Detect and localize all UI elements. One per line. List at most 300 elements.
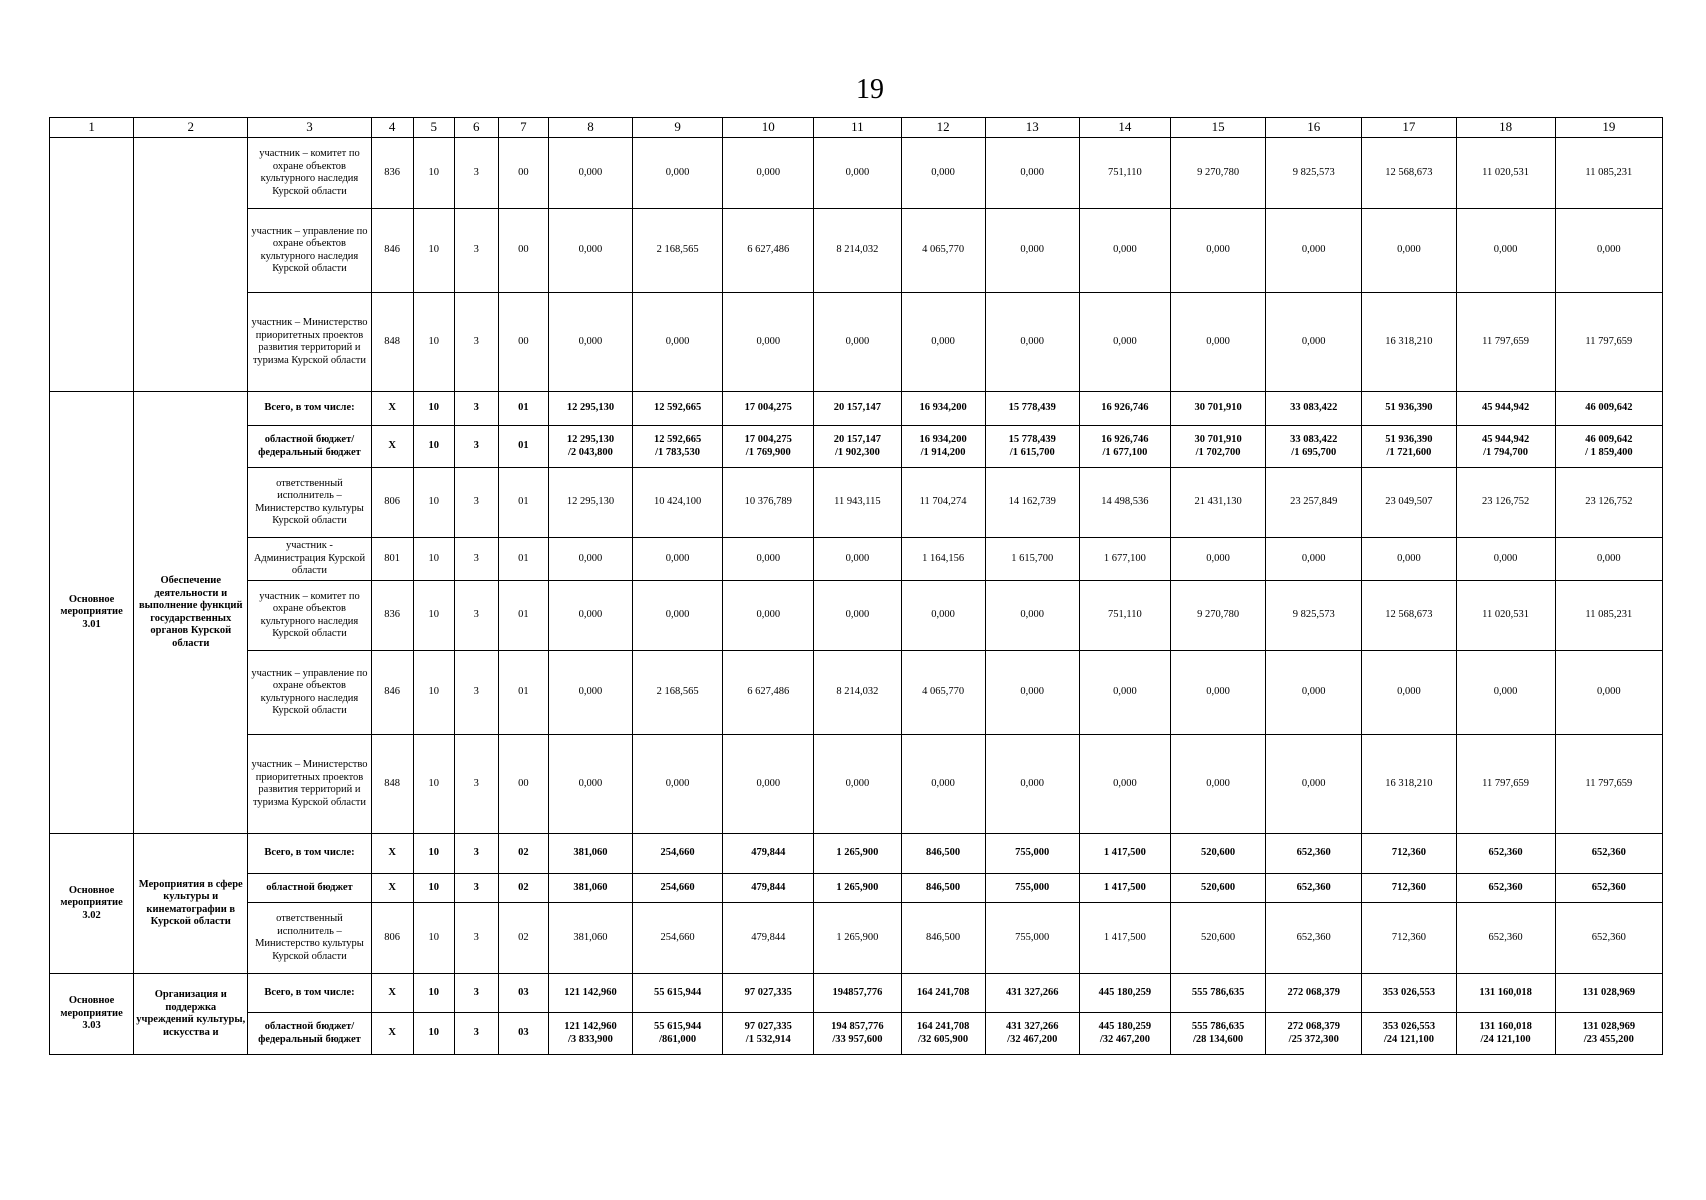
value-cell: 131 028,969 (1555, 974, 1662, 1013)
subsection-cell: 3 (454, 392, 498, 426)
activity-number-cell (50, 138, 134, 392)
subsection-cell: 3 (454, 1013, 498, 1055)
value-cell: 1 417,500 (1079, 903, 1170, 974)
value-cell: 751,110 (1079, 581, 1170, 651)
value-cell: 0,000 (1456, 538, 1555, 581)
participant-cell: участник – Министерство приоритетных проектов развития территорий и туризма Курской области (248, 293, 371, 392)
value-cell: 0,000 (633, 538, 723, 581)
participant-cell: участник – комитет по охране объектов культурного наследия Курской области (248, 138, 371, 209)
value-cell: 0,000 (1170, 293, 1265, 392)
value-cell: 0,000 (633, 138, 723, 209)
value-cell: 381,060 (548, 874, 632, 903)
column-header: 13 (985, 118, 1079, 138)
article-cell: 03 (498, 974, 548, 1013)
section-cell: 10 (413, 581, 454, 651)
value-cell: 652,360 (1266, 834, 1362, 874)
activity-name-cell (134, 138, 248, 392)
subsection-cell: 3 (454, 468, 498, 538)
value-cell: 0,000 (1266, 293, 1362, 392)
code-cell: 801 (371, 538, 413, 581)
value-cell: 0,000 (1266, 209, 1362, 293)
value-cell: 0,000 (814, 293, 901, 392)
value-cell: 131 160,018 /24 121,100 (1456, 1013, 1555, 1055)
subsection-cell: 3 (454, 538, 498, 581)
code-cell: 848 (371, 735, 413, 834)
value-cell: 14 498,536 (1079, 468, 1170, 538)
value-cell: 16 318,210 (1362, 735, 1456, 834)
value-cell: 194857,776 (814, 974, 901, 1013)
value-cell: 0,000 (901, 138, 985, 209)
value-cell: 755,000 (985, 874, 1079, 903)
section-cell: 10 (413, 293, 454, 392)
table-row (50, 651, 1663, 735)
value-cell: 652,360 (1456, 834, 1555, 874)
column-header: 10 (723, 118, 814, 138)
article-cell: 02 (498, 874, 548, 903)
column-header: 7 (498, 118, 548, 138)
value-cell: 9 825,573 (1266, 581, 1362, 651)
value-cell: 0,000 (985, 293, 1079, 392)
value-cell: 9 270,780 (1170, 581, 1265, 651)
participant-cell: участник – Министерство приоритетных проектов развития территорий и туризма Курской области (248, 735, 371, 834)
activity-name-cell: Обеспечение деятельности и выполнение функций государственных органов Курской области (134, 392, 248, 834)
value-cell: 445 180,259 /32 467,200 (1079, 1013, 1170, 1055)
value-cell: 16 926,746 /1 677,100 (1079, 426, 1170, 468)
value-cell: 16 926,746 (1079, 392, 1170, 426)
value-cell: 0,000 (548, 538, 632, 581)
value-cell: 23 126,752 (1555, 468, 1662, 538)
section-cell: 10 (413, 138, 454, 209)
value-cell: 0,000 (814, 581, 901, 651)
value-cell: 479,844 (723, 874, 814, 903)
value-cell: 479,844 (723, 834, 814, 874)
page-number: 19 (856, 74, 884, 105)
value-cell: 12 592,665 /1 783,530 (633, 426, 723, 468)
value-cell: 11 085,231 (1555, 581, 1662, 651)
table-row (50, 581, 1663, 651)
value-cell: 254,660 (633, 903, 723, 974)
value-cell: 0,000 (814, 138, 901, 209)
value-cell: 652,360 (1266, 903, 1362, 974)
value-cell: 23 049,507 (1362, 468, 1456, 538)
column-header: 17 (1362, 118, 1456, 138)
column-header: 6 (454, 118, 498, 138)
value-cell: 1 265,900 (814, 834, 901, 874)
value-cell: 0,000 (633, 735, 723, 834)
section-cell: 10 (413, 392, 454, 426)
value-cell: 0,000 (723, 581, 814, 651)
table-row (50, 974, 1663, 1013)
value-cell: 2 168,565 (633, 209, 723, 293)
participant-cell: Всего, в том числе: (248, 974, 371, 1013)
code-cell: X (371, 834, 413, 874)
subsection-cell: 3 (454, 874, 498, 903)
value-cell: 12 568,673 (1362, 581, 1456, 651)
subsection-cell: 3 (454, 974, 498, 1013)
value-cell: 0,000 (1362, 209, 1456, 293)
value-cell: 11 797,659 (1555, 293, 1662, 392)
code-cell: X (371, 392, 413, 426)
value-cell: 16 934,200 (901, 392, 985, 426)
code-cell: 806 (371, 468, 413, 538)
subsection-cell: 3 (454, 426, 498, 468)
value-cell: 0,000 (1170, 538, 1265, 581)
value-cell: 17 004,275 (723, 392, 814, 426)
article-cell: 02 (498, 903, 548, 974)
participant-cell: областной бюджет/ федеральный бюджет (248, 426, 371, 468)
value-cell: 0,000 (985, 581, 1079, 651)
value-cell: 381,060 (548, 903, 632, 974)
value-cell: 846,500 (901, 903, 985, 974)
value-cell: 712,360 (1362, 874, 1456, 903)
value-cell: 14 162,739 (985, 468, 1079, 538)
value-cell: 652,360 (1266, 874, 1362, 903)
value-cell: 0,000 (901, 735, 985, 834)
article-cell: 01 (498, 468, 548, 538)
value-cell: 712,360 (1362, 903, 1456, 974)
section-cell: 10 (413, 903, 454, 974)
column-header: 5 (413, 118, 454, 138)
code-cell: 806 (371, 903, 413, 974)
value-cell: 272 068,379 (1266, 974, 1362, 1013)
participant-cell: областной бюджет (248, 874, 371, 903)
value-cell: 6 627,486 (723, 209, 814, 293)
value-cell: 8 214,032 (814, 651, 901, 735)
value-cell: 0,000 (633, 293, 723, 392)
activity-number-cell: Основное мероприятие 3.01 (50, 392, 134, 834)
header-row (50, 118, 1663, 138)
column-header: 3 (248, 118, 371, 138)
value-cell: 0,000 (1079, 293, 1170, 392)
value-cell: 846,500 (901, 834, 985, 874)
article-cell: 03 (498, 1013, 548, 1055)
value-cell: 1 265,900 (814, 874, 901, 903)
value-cell: 45 944,942 (1456, 392, 1555, 426)
value-cell: 194 857,776 /33 957,600 (814, 1013, 901, 1055)
column-header: 9 (633, 118, 723, 138)
value-cell: 23 126,752 (1456, 468, 1555, 538)
value-cell: 0,000 (985, 651, 1079, 735)
value-cell: 20 157,147 /1 902,300 (814, 426, 901, 468)
value-cell: 11 797,659 (1555, 735, 1662, 834)
value-cell: 0,000 (548, 209, 632, 293)
value-cell: 0,000 (1170, 209, 1265, 293)
value-cell: 12 295,130 (548, 392, 632, 426)
value-cell: 51 936,390 (1362, 392, 1456, 426)
article-cell: 01 (498, 538, 548, 581)
value-cell: 353 026,553 /24 121,100 (1362, 1013, 1456, 1055)
value-cell: 520,600 (1170, 903, 1265, 974)
value-cell: 0,000 (1170, 651, 1265, 735)
value-cell: 1 615,700 (985, 538, 1079, 581)
table-row (50, 538, 1663, 581)
value-cell: 0,000 (814, 538, 901, 581)
value-cell: 11 020,531 (1456, 138, 1555, 209)
value-cell: 0,000 (1456, 651, 1555, 735)
section-cell: 10 (413, 1013, 454, 1055)
value-cell: 0,000 (1266, 538, 1362, 581)
value-cell: 520,600 (1170, 874, 1265, 903)
budget-table (49, 117, 1663, 1055)
participant-cell: Всего, в том числе: (248, 392, 371, 426)
value-cell: 652,360 (1555, 903, 1662, 974)
value-cell: 0,000 (814, 735, 901, 834)
value-cell: 33 083,422 /1 695,700 (1266, 426, 1362, 468)
section-cell: 10 (413, 538, 454, 581)
column-header: 14 (1079, 118, 1170, 138)
value-cell: 520,600 (1170, 834, 1265, 874)
value-cell: 21 431,130 (1170, 468, 1265, 538)
code-cell: 846 (371, 209, 413, 293)
activity-name-cell: Мероприятия в сфере культуры и кинематографии в Курской области (134, 834, 248, 974)
article-cell: 01 (498, 651, 548, 735)
value-cell: 2 168,565 (633, 651, 723, 735)
value-cell: 0,000 (901, 293, 985, 392)
column-header: 19 (1555, 118, 1662, 138)
value-cell: 652,360 (1555, 834, 1662, 874)
value-cell: 12 568,673 (1362, 138, 1456, 209)
value-cell: 15 778,439 /1 615,700 (985, 426, 1079, 468)
value-cell: 381,060 (548, 834, 632, 874)
section-cell: 10 (413, 874, 454, 903)
value-cell: 12 592,665 (633, 392, 723, 426)
table-row (50, 138, 1663, 209)
value-cell: 0,000 (723, 138, 814, 209)
value-cell: 1 164,156 (901, 538, 985, 581)
value-cell: 0,000 (985, 209, 1079, 293)
value-cell: 164 241,708 /32 605,900 (901, 1013, 985, 1055)
value-cell: 46 009,642 (1555, 392, 1662, 426)
article-cell: 01 (498, 392, 548, 426)
value-cell: 23 257,849 (1266, 468, 1362, 538)
table-row (50, 209, 1663, 293)
value-cell: 11 020,531 (1456, 581, 1555, 651)
value-cell: 30 701,910 /1 702,700 (1170, 426, 1265, 468)
table-row (50, 735, 1663, 834)
value-cell: 11 797,659 (1456, 735, 1555, 834)
value-cell: 33 083,422 (1266, 392, 1362, 426)
participant-cell: участник – управление по охране объектов культурного наследия Курской области (248, 209, 371, 293)
value-cell: 0,000 (548, 735, 632, 834)
value-cell: 0,000 (901, 581, 985, 651)
value-cell: 0,000 (1555, 651, 1662, 735)
value-cell: 0,000 (1079, 651, 1170, 735)
value-cell: 11 085,231 (1555, 138, 1662, 209)
table-row (50, 874, 1663, 903)
column-header: 16 (1266, 118, 1362, 138)
value-cell: 0,000 (1456, 209, 1555, 293)
article-cell: 01 (498, 581, 548, 651)
article-cell: 00 (498, 735, 548, 834)
section-cell: 10 (413, 426, 454, 468)
value-cell: 0,000 (1266, 735, 1362, 834)
participant-cell: участник – комитет по охране объектов культурного наследия Курской области (248, 581, 371, 651)
value-cell: 45 944,942 /1 794,700 (1456, 426, 1555, 468)
value-cell: 55 615,944 (633, 974, 723, 1013)
section-cell: 10 (413, 974, 454, 1013)
value-cell: 11 704,274 (901, 468, 985, 538)
activity-number-cell: Основное мероприятие 3.03 (50, 974, 134, 1055)
participant-cell: ответственный исполнитель – Министерство культуры Курской области (248, 468, 371, 538)
value-cell: 652,360 (1456, 903, 1555, 974)
column-header: 2 (134, 118, 248, 138)
code-cell: X (371, 426, 413, 468)
value-cell: 0,000 (723, 538, 814, 581)
value-cell: 46 009,642 / 1 859,400 (1555, 426, 1662, 468)
value-cell: 652,360 (1555, 874, 1662, 903)
value-cell: 30 701,910 (1170, 392, 1265, 426)
code-cell: X (371, 974, 413, 1013)
table-row (50, 1013, 1663, 1055)
value-cell: 0,000 (1362, 651, 1456, 735)
code-cell: 836 (371, 581, 413, 651)
section-cell: 10 (413, 651, 454, 735)
value-cell: 0,000 (548, 651, 632, 735)
table-row (50, 903, 1663, 974)
value-cell: 97 027,335 /1 532,914 (723, 1013, 814, 1055)
value-cell: 712,360 (1362, 834, 1456, 874)
value-cell: 131 160,018 (1456, 974, 1555, 1013)
participant-cell: ответственный исполнитель – Министерство культуры Курской области (248, 903, 371, 974)
value-cell: 555 786,635 (1170, 974, 1265, 1013)
value-cell: 652,360 (1456, 874, 1555, 903)
value-cell: 0,000 (985, 735, 1079, 834)
code-cell: 848 (371, 293, 413, 392)
value-cell: 4 065,770 (901, 651, 985, 735)
value-cell: 97 027,335 (723, 974, 814, 1013)
value-cell: 272 068,379 /25 372,300 (1266, 1013, 1362, 1055)
value-cell: 15 778,439 (985, 392, 1079, 426)
value-cell: 0,000 (723, 735, 814, 834)
activity-name-cell: Организация и поддержка учреждений культуры, искусства и (134, 974, 248, 1055)
article-cell: 00 (498, 209, 548, 293)
value-cell: 0,000 (1079, 735, 1170, 834)
value-cell: 8 214,032 (814, 209, 901, 293)
value-cell: 9 825,573 (1266, 138, 1362, 209)
value-cell: 555 786,635 /28 134,600 (1170, 1013, 1265, 1055)
article-cell: 00 (498, 293, 548, 392)
value-cell: 431 327,266 (985, 974, 1079, 1013)
table-row (50, 426, 1663, 468)
value-cell: 0,000 (548, 138, 632, 209)
value-cell: 10 376,789 (723, 468, 814, 538)
value-cell: 6 627,486 (723, 651, 814, 735)
participant-cell: участник – управление по охране объектов культурного наследия Курской области (248, 651, 371, 735)
subsection-cell: 3 (454, 293, 498, 392)
table-row (50, 293, 1663, 392)
value-cell: 0,000 (1555, 209, 1662, 293)
value-cell: 846,500 (901, 874, 985, 903)
value-cell: 55 615,944 /861,000 (633, 1013, 723, 1055)
section-cell: 10 (413, 834, 454, 874)
article-cell: 02 (498, 834, 548, 874)
value-cell: 1 677,100 (1079, 538, 1170, 581)
participant-cell: Всего, в том числе: (248, 834, 371, 874)
subsection-cell: 3 (454, 209, 498, 293)
value-cell: 164 241,708 (901, 974, 985, 1013)
column-header: 11 (814, 118, 901, 138)
code-cell: X (371, 1013, 413, 1055)
value-cell: 0,000 (1079, 209, 1170, 293)
value-cell: 0,000 (985, 138, 1079, 209)
value-cell: 755,000 (985, 903, 1079, 974)
activity-number-cell: Основное мероприятие 3.02 (50, 834, 134, 974)
value-cell: 0,000 (1362, 538, 1456, 581)
column-header: 4 (371, 118, 413, 138)
value-cell: 51 936,390 /1 721,600 (1362, 426, 1456, 468)
value-cell: 1 265,900 (814, 903, 901, 974)
value-cell: 12 295,130 /2 043,800 (548, 426, 632, 468)
value-cell: 1 417,500 (1079, 874, 1170, 903)
participant-cell: участник - Администрация Курской области (248, 538, 371, 581)
value-cell: 16 934,200 /1 914,200 (901, 426, 985, 468)
value-cell: 0,000 (1555, 538, 1662, 581)
value-cell: 11 943,115 (814, 468, 901, 538)
value-cell: 254,660 (633, 874, 723, 903)
code-cell: 836 (371, 138, 413, 209)
value-cell: 121 142,960 /3 833,900 (548, 1013, 632, 1055)
value-cell: 0,000 (633, 581, 723, 651)
value-cell: 0,000 (723, 293, 814, 392)
value-cell: 0,000 (548, 293, 632, 392)
value-cell: 121 142,960 (548, 974, 632, 1013)
subsection-cell: 3 (454, 138, 498, 209)
value-cell: 16 318,210 (1362, 293, 1456, 392)
article-cell: 00 (498, 138, 548, 209)
value-cell: 12 295,130 (548, 468, 632, 538)
value-cell: 751,110 (1079, 138, 1170, 209)
value-cell: 17 004,275 /1 769,900 (723, 426, 814, 468)
value-cell: 20 157,147 (814, 392, 901, 426)
value-cell: 0,000 (548, 581, 632, 651)
column-header: 15 (1170, 118, 1265, 138)
value-cell: 431 327,266 /32 467,200 (985, 1013, 1079, 1055)
section-cell: 10 (413, 209, 454, 293)
code-cell: X (371, 874, 413, 903)
value-cell: 479,844 (723, 903, 814, 974)
code-cell: 846 (371, 651, 413, 735)
section-cell: 10 (413, 468, 454, 538)
section-cell: 10 (413, 735, 454, 834)
table-row (50, 392, 1663, 426)
value-cell: 4 065,770 (901, 209, 985, 293)
value-cell: 9 270,780 (1170, 138, 1265, 209)
value-cell: 1 417,500 (1079, 834, 1170, 874)
value-cell: 10 424,100 (633, 468, 723, 538)
value-cell: 0,000 (1266, 651, 1362, 735)
subsection-cell: 3 (454, 735, 498, 834)
table-row (50, 468, 1663, 538)
value-cell: 254,660 (633, 834, 723, 874)
value-cell: 11 797,659 (1456, 293, 1555, 392)
subsection-cell: 3 (454, 651, 498, 735)
column-header: 1 (50, 118, 134, 138)
column-header: 12 (901, 118, 985, 138)
value-cell: 755,000 (985, 834, 1079, 874)
value-cell: 445 180,259 (1079, 974, 1170, 1013)
subsection-cell: 3 (454, 834, 498, 874)
value-cell: 353 026,553 (1362, 974, 1456, 1013)
value-cell: 0,000 (1170, 735, 1265, 834)
article-cell: 01 (498, 426, 548, 468)
column-header: 8 (548, 118, 632, 138)
subsection-cell: 3 (454, 581, 498, 651)
value-cell: 131 028,969 /23 455,200 (1555, 1013, 1662, 1055)
participant-cell: областной бюджет/ федеральный бюджет (248, 1013, 371, 1055)
column-header: 18 (1456, 118, 1555, 138)
table-row (50, 834, 1663, 874)
subsection-cell: 3 (454, 903, 498, 974)
